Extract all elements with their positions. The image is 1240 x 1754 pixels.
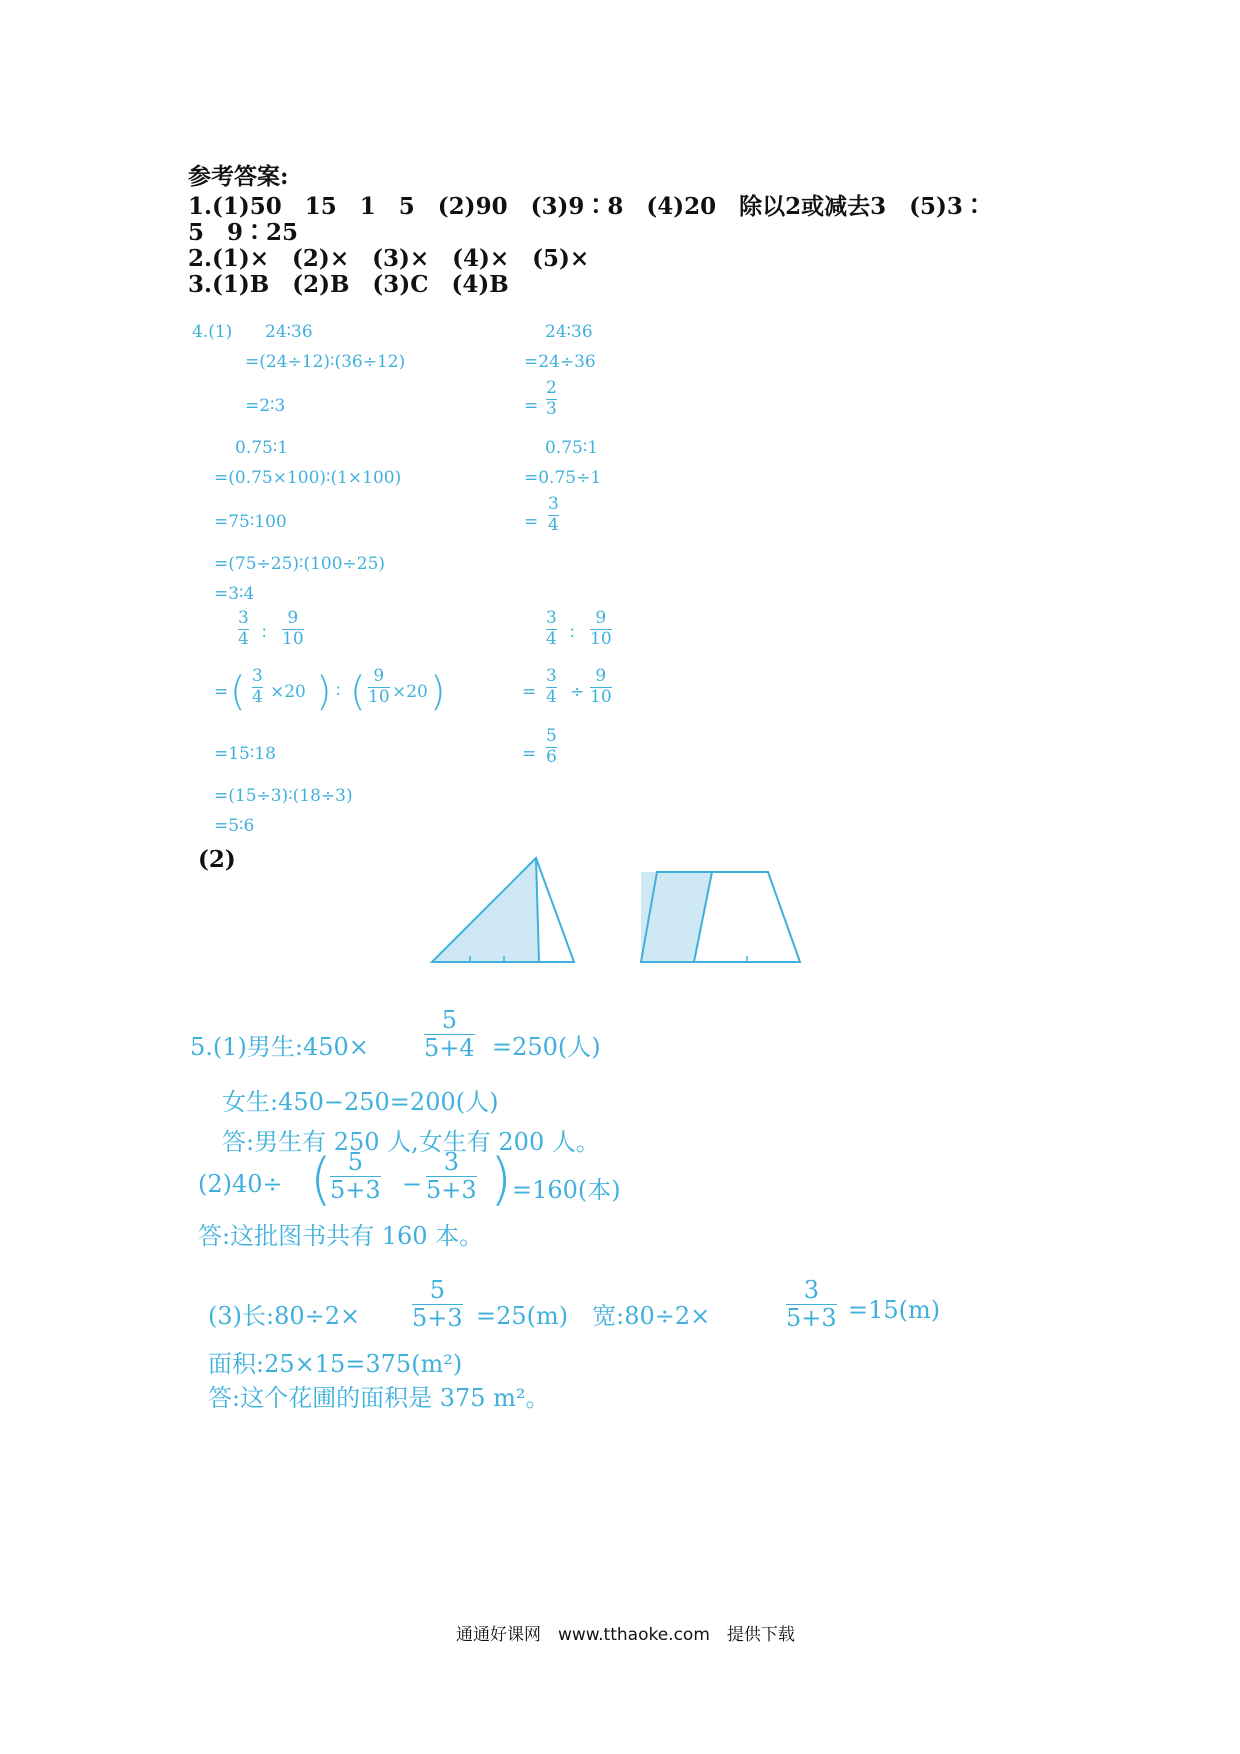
numerator: 9	[287, 608, 299, 628]
q4-b1: 24∶36	[545, 322, 593, 342]
numerator: 3	[546, 608, 557, 628]
q1-line1: 1.(1)50 15 1 5 (2)90 (3)9∶8 (4)20 除以2或减去3 (5)3∶	[188, 193, 986, 220]
q4-f3-eq: =	[522, 744, 537, 764]
left-paren: (	[230, 669, 246, 715]
q5-p3-area: 面积:25×15=375(m²)	[208, 1350, 463, 1378]
q4-e3: =15∶18	[214, 744, 276, 764]
numerator: 9	[373, 666, 385, 686]
numerator: 3	[238, 608, 249, 628]
numerator: 5	[429, 1276, 445, 1304]
denominator: 4	[548, 514, 559, 535]
q4-d1: 0.75∶1	[545, 438, 599, 458]
q4-a2: =(24÷12)∶(36÷12)	[245, 352, 406, 372]
trapezoid-shaded-part	[641, 872, 712, 962]
left-paren: (	[350, 669, 366, 715]
q5-l2: 女生:450−250=200(人)	[222, 1088, 499, 1116]
q2-answers: 2.(1)× (2)× (3)× (4)× (5)×	[188, 245, 590, 272]
denominator: 6	[546, 746, 557, 767]
q4-e2-x20b: ×20	[392, 682, 428, 702]
numerator: 5	[441, 1006, 457, 1034]
q4-d3-eq: =	[524, 512, 539, 532]
denominator: 3	[546, 398, 557, 419]
q5-l1-fraction	[424, 1008, 475, 1061]
denominator: 10	[368, 686, 390, 707]
q5-p3-answer: 答:这个花圃的面积是 375 m²。	[208, 1384, 550, 1412]
denominator: 5+3	[330, 1176, 381, 1205]
denominator: 4	[546, 686, 557, 707]
q4-part2-label: (2)	[198, 846, 236, 873]
q4-f2-div: ÷	[570, 682, 585, 702]
q4-b3-eq: =	[524, 396, 539, 416]
q4-b2: =24÷36	[524, 352, 596, 372]
numerator: 3	[443, 1148, 459, 1176]
q1-line2: 5 9∶25	[188, 219, 299, 246]
q4-a1: 24∶36	[265, 322, 313, 342]
q4-c3: =75∶100	[214, 512, 287, 532]
q5-p3-suffix: =15(m)	[848, 1296, 941, 1324]
denominator: 4	[546, 628, 557, 649]
q4-e2-eq: =	[214, 682, 229, 702]
numerator: 3	[803, 1276, 819, 1304]
q5-p3-mid: =25(m) 宽:80÷2×	[476, 1302, 711, 1330]
q5-p2-answer: 答:这批图书共有 160 本。	[198, 1222, 484, 1250]
q4-label: 4.(1)	[192, 322, 233, 342]
q5-p2-prefix: (2)40÷	[198, 1170, 283, 1198]
numerator: 9	[595, 666, 607, 686]
numerator: 3	[548, 494, 559, 514]
q4-e4: =(15÷3)∶(18÷3)	[214, 786, 353, 806]
q4-e5: =5∶6	[214, 816, 255, 836]
right-paren: )	[490, 1147, 512, 1212]
q4-f1-colon: ∶	[570, 624, 575, 644]
denominator: 5+3	[426, 1176, 477, 1205]
q5-p2-frac1	[330, 1150, 381, 1203]
q3-answers: 3.(1)B (2)B (3)C (4)B	[188, 271, 509, 298]
q4-c1: 0.75∶1	[235, 438, 289, 458]
denominator: 4	[238, 628, 249, 649]
q5-p3-prefix: (3)长:80÷2×	[208, 1302, 361, 1330]
denominator: 10	[590, 686, 612, 707]
q5-l1-suffix: =250(人)	[492, 1033, 601, 1061]
right-paren: )	[430, 669, 446, 715]
numerator: 2	[546, 378, 557, 398]
q4-d2: =0.75÷1	[524, 468, 602, 488]
q5-p2-minus: −	[402, 1170, 423, 1198]
q5-p2-frac2	[426, 1150, 477, 1203]
denominator: 5+3	[786, 1304, 837, 1333]
q5-p3-frac2	[786, 1278, 837, 1331]
denominator: 5+3	[412, 1304, 463, 1333]
denominator: 10	[590, 628, 612, 649]
q4-e1-colon: ∶	[262, 624, 267, 644]
q5-l3: 答:男生有 250 人,女生有 200 人。	[222, 1128, 600, 1156]
denominator: 4	[252, 686, 263, 707]
answers-title: 参考答案:	[188, 163, 289, 190]
q4-e2-colon: ∶	[336, 682, 341, 702]
q5-p3-frac1	[412, 1278, 463, 1331]
q5-p2-suffix: =160(本)	[512, 1176, 621, 1204]
numerator: 3	[546, 666, 557, 686]
numerator: 5	[347, 1148, 363, 1176]
q5-l1-prefix: 5.(1)男生:450×	[190, 1033, 369, 1061]
numerator: 9	[595, 608, 607, 628]
q4-a3: =2∶3	[245, 396, 286, 416]
q4-c2: =(0.75×100)∶(1×100)	[214, 468, 402, 488]
q4-f2-eq: =	[522, 682, 537, 702]
denominator: 5+4	[424, 1034, 475, 1063]
q4-c4: =(75÷25)∶(100÷25)	[214, 554, 386, 574]
right-paren: )	[316, 669, 332, 715]
q4-e2-x20a: ×20	[270, 682, 306, 702]
numerator: 3	[252, 666, 263, 686]
denominator: 10	[282, 628, 304, 649]
q4-c5: =3∶4	[214, 584, 255, 604]
footer-credit: 通通好课网 www.tthaoke.com 提供下载	[456, 1625, 795, 1645]
left-paren: (	[310, 1147, 332, 1212]
numerator: 5	[546, 726, 557, 746]
